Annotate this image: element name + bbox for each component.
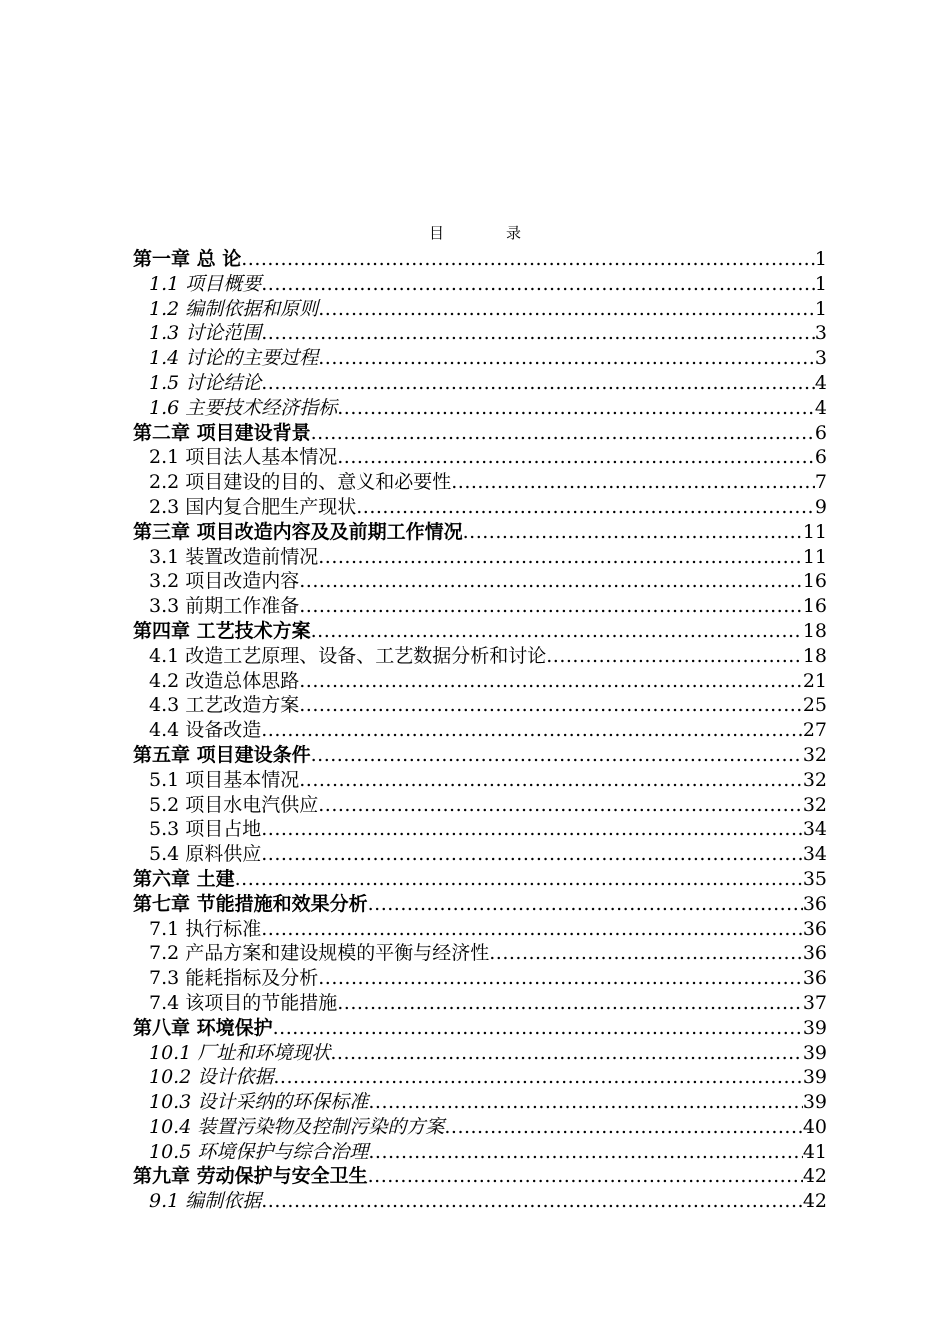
toc-entry-page-number: 3 <box>814 322 827 345</box>
toc-dot-leader <box>546 644 803 669</box>
toc-title <box>0 222 950 243</box>
toc-entry-label: 7.2 产品方案和建设规模的平衡与经济性 <box>149 942 490 965</box>
toc-dot-leader <box>261 272 815 297</box>
toc-chapter-entry[interactable] <box>133 1164 827 1189</box>
toc-entry-page-number: 34 <box>802 818 827 841</box>
toc-chapter-entry[interactable] <box>133 421 827 446</box>
toc-section-entry[interactable] <box>133 470 827 495</box>
toc-entry-page-number: 39 <box>802 1066 827 1089</box>
toc-entry-page-number: 42 <box>802 1165 827 1188</box>
toc-section-entry[interactable] <box>133 1189 827 1214</box>
toc-section-entry[interactable] <box>133 793 827 818</box>
toc-dot-leader <box>311 421 815 446</box>
toc-entry-label: 3.3 前期工作准备 <box>149 595 300 618</box>
toc-entry-page-number: 21 <box>802 669 827 692</box>
toc-entry-label: 10.2 设计依据 <box>149 1066 274 1089</box>
table-of-contents <box>133 247 827 1214</box>
toc-entry-label: 第一章 总 论 <box>133 248 242 270</box>
toc-dot-leader <box>273 1065 802 1090</box>
toc-entry-page-number: 34 <box>802 843 827 866</box>
toc-dot-leader <box>235 867 803 892</box>
toc-entry-page-number: 36 <box>802 892 827 915</box>
toc-dot-leader <box>368 1164 803 1189</box>
toc-dot-leader <box>318 793 803 818</box>
toc-chapter-entry[interactable] <box>133 892 827 917</box>
toc-entry-label: 第六章 土建 <box>133 867 235 890</box>
toc-dot-leader <box>273 1016 803 1041</box>
toc-entry-page-number: 1 <box>814 272 827 295</box>
toc-chapter-entry[interactable] <box>133 247 827 272</box>
toc-entry-label: 7.3 能耗指标及分析 <box>149 967 319 990</box>
toc-dot-leader <box>311 619 803 644</box>
toc-entry-label: 10.5 环境保护与综合治理 <box>149 1140 369 1163</box>
toc-dot-leader <box>337 445 815 470</box>
toc-dot-leader <box>489 941 803 966</box>
toc-entry-label: 2.1 项目法人基本情况 <box>149 446 338 469</box>
toc-entry-label: 第四章 工艺技术方案 <box>133 619 311 642</box>
toc-section-entry[interactable] <box>133 371 827 396</box>
toc-entry-page-number: 18 <box>802 644 827 667</box>
toc-section-entry[interactable] <box>133 669 827 694</box>
toc-section-entry[interactable] <box>133 1140 827 1165</box>
toc-entry-label: 4.3 工艺改造方案 <box>149 694 300 717</box>
toc-entry-page-number: 37 <box>802 991 827 1014</box>
toc-section-entry[interactable] <box>133 545 827 570</box>
toc-chapter-entry[interactable] <box>133 520 827 545</box>
toc-section-entry[interactable] <box>133 917 827 942</box>
toc-entry-label: 2.2 项目建设的目的、意义和必要性 <box>149 471 452 494</box>
toc-section-entry[interactable] <box>133 817 827 842</box>
toc-entry-page-number: 25 <box>802 694 827 717</box>
toc-entry-label: 1.6 主要技术经济指标 <box>149 396 338 419</box>
toc-dot-leader <box>451 470 815 495</box>
toc-dot-leader <box>337 396 815 421</box>
toc-section-entry[interactable] <box>133 272 827 297</box>
toc-entry-page-number: 36 <box>802 917 827 940</box>
toc-dot-leader <box>444 1115 802 1140</box>
toc-dot-leader <box>318 297 815 322</box>
toc-dot-leader <box>318 346 815 371</box>
toc-entry-page-number: 39 <box>802 1091 827 1114</box>
toc-dot-leader <box>261 718 803 743</box>
toc-entry-label: 第五章 项目建设条件 <box>133 743 311 766</box>
toc-entry-page-number: 39 <box>802 1041 827 1064</box>
toc-chapter-entry[interactable] <box>133 867 827 892</box>
toc-section-entry[interactable] <box>133 1041 827 1066</box>
toc-entry-page-number: 36 <box>802 942 827 965</box>
toc-dot-leader <box>261 1189 803 1214</box>
toc-entry-label: 4.1 改造工艺原理、设备、工艺数据分析和讨论 <box>149 644 547 667</box>
toc-entry-label: 1.5 讨论结论 <box>149 371 262 394</box>
toc-entry-page-number: 4 <box>814 396 827 419</box>
toc-entry-label: 3.1 装置改造前情况 <box>149 545 319 568</box>
toc-entry-label: 4.2 改造总体思路 <box>149 669 300 692</box>
toc-entry-label: 4.4 设备改造 <box>149 719 262 742</box>
toc-title-left: 目 <box>428 224 444 242</box>
toc-entry-label: 7.1 执行标准 <box>149 917 262 940</box>
toc-section-entry[interactable] <box>133 1090 827 1115</box>
toc-entry-page-number: 11 <box>802 545 827 568</box>
toc-entry-label: 5.3 项目占地 <box>149 818 262 841</box>
toc-dot-leader <box>318 545 803 570</box>
toc-entry-label: 第二章 项目建设背景 <box>133 421 311 444</box>
toc-chapter-entry[interactable] <box>133 1016 827 1041</box>
toc-entry-label: 5.1 项目基本情况 <box>149 768 300 791</box>
toc-entry-label: 7.4 该项目的节能措施 <box>149 991 338 1014</box>
toc-section-entry[interactable] <box>133 396 827 421</box>
toc-entry-page-number: 7 <box>814 471 827 494</box>
toc-dot-leader <box>368 1140 802 1165</box>
toc-section-entry[interactable] <box>133 495 827 520</box>
toc-entry-page-number: 42 <box>802 1190 827 1213</box>
toc-entry-page-number: 4 <box>814 371 827 394</box>
toc-entry-page-number: 1 <box>814 248 827 270</box>
toc-entry-label: 3.2 项目改造内容 <box>149 570 300 593</box>
toc-section-entry[interactable] <box>133 966 827 991</box>
toc-entry-label: 1.2 编制依据和原则 <box>149 297 319 320</box>
toc-entry-label: 5.4 原料供应 <box>149 843 262 866</box>
toc-section-entry[interactable] <box>133 297 827 322</box>
toc-title-right: 录 <box>506 224 522 242</box>
toc-section-entry[interactable] <box>133 445 827 470</box>
toc-entry-label: 10.3 设计采纳的环保标准 <box>149 1091 369 1114</box>
toc-dot-leader <box>299 693 803 718</box>
toc-section-entry[interactable] <box>133 768 827 793</box>
toc-entry-page-number: 6 <box>814 421 827 444</box>
toc-chapter-entry[interactable] <box>133 743 827 768</box>
toc-section-entry[interactable] <box>133 941 827 966</box>
toc-entry-label: 1.3 讨论范围 <box>149 322 262 345</box>
toc-dot-leader <box>311 743 803 768</box>
toc-dot-leader <box>463 520 803 545</box>
toc-entry-label: 1.1 项目概要 <box>149 272 262 295</box>
toc-section-entry[interactable] <box>133 569 827 594</box>
toc-entry-label: 10.1 厂址和环境现状 <box>149 1041 331 1064</box>
toc-dot-leader <box>368 1090 802 1115</box>
toc-chapter-entry[interactable] <box>133 619 827 644</box>
toc-section-entry[interactable] <box>133 991 827 1016</box>
toc-section-entry[interactable] <box>133 644 827 669</box>
toc-dot-leader <box>330 1041 802 1066</box>
toc-entry-label: 9.1 编制依据 <box>149 1190 262 1213</box>
toc-dot-leader <box>356 495 815 520</box>
toc-entry-page-number: 1 <box>814 297 827 320</box>
toc-entry-page-number: 36 <box>802 967 827 990</box>
toc-section-entry[interactable] <box>133 693 827 718</box>
toc-entry-page-number: 32 <box>802 768 827 791</box>
toc-entry-page-number: 16 <box>802 595 827 618</box>
toc-dot-leader <box>299 768 803 793</box>
toc-entry-label: 5.2 项目水电汽供应 <box>149 793 319 816</box>
toc-entry-page-number: 9 <box>814 495 827 518</box>
toc-section-entry[interactable] <box>133 718 827 743</box>
toc-dot-leader <box>299 569 803 594</box>
toc-section-entry[interactable] <box>133 594 827 619</box>
toc-entry-page-number: 16 <box>802 570 827 593</box>
toc-entry-label: 第九章 劳动保护与安全卫生 <box>133 1165 368 1188</box>
toc-dot-leader <box>318 966 803 991</box>
toc-dot-leader <box>241 247 815 272</box>
toc-entry-label: 10.4 装置污染物及控制污染的方案 <box>149 1115 445 1138</box>
toc-entry-label: 第三章 项目改造内容及及前期工作情况 <box>133 520 463 543</box>
toc-section-entry[interactable] <box>133 346 827 371</box>
toc-entry-page-number: 32 <box>802 793 827 816</box>
toc-section-entry[interactable] <box>133 1115 827 1140</box>
toc-dot-leader <box>261 321 815 346</box>
toc-entry-page-number: 32 <box>802 743 827 766</box>
toc-entry-label: 第七章 节能措施和效果分析 <box>133 892 368 915</box>
toc-entry-page-number: 27 <box>802 719 827 742</box>
toc-section-entry[interactable] <box>133 842 827 867</box>
toc-section-entry[interactable] <box>133 1065 827 1090</box>
toc-dot-leader <box>299 594 803 619</box>
toc-dot-leader <box>337 991 803 1016</box>
toc-dot-leader <box>261 917 803 942</box>
toc-entry-page-number: 39 <box>802 1016 827 1039</box>
toc-entry-label: 1.4 讨论的主要过程 <box>149 347 319 370</box>
toc-dot-leader <box>368 892 803 917</box>
toc-dot-leader <box>261 371 815 396</box>
toc-entry-page-number: 11 <box>802 520 827 543</box>
toc-entry-label: 2.3 国内复合肥生产现状 <box>149 495 357 518</box>
toc-dot-leader <box>299 669 803 694</box>
toc-entry-page-number: 35 <box>802 867 827 890</box>
toc-section-entry[interactable] <box>133 321 827 346</box>
toc-entry-page-number: 40 <box>802 1115 827 1138</box>
toc-dot-leader <box>261 817 803 842</box>
toc-entry-page-number: 18 <box>802 619 827 642</box>
toc-entry-page-number: 6 <box>814 446 827 469</box>
toc-entry-label: 第八章 环境保护 <box>133 1016 273 1039</box>
toc-entry-page-number: 3 <box>814 347 827 370</box>
toc-entry-page-number: 41 <box>802 1140 827 1163</box>
toc-dot-leader <box>261 842 803 867</box>
